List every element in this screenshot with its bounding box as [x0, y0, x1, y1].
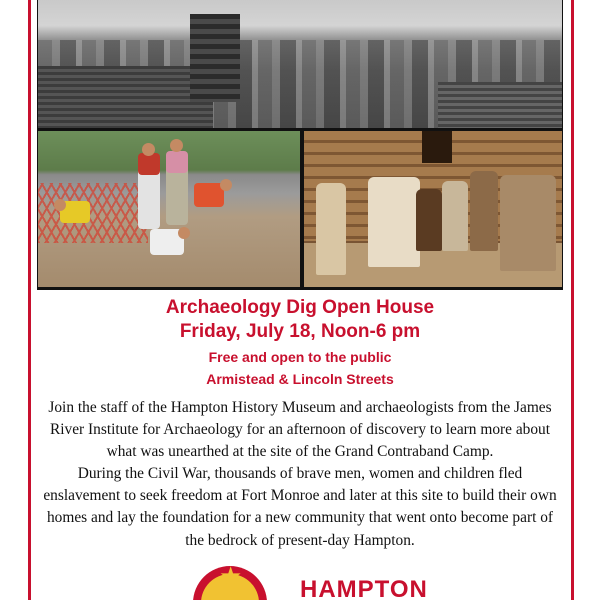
foreground-roof: [38, 66, 213, 128]
person-crouching-white-head: [178, 227, 190, 239]
emblem-star: ★: [219, 566, 243, 592]
description-paragraph-1: Join the staff of the Hampton History Museum and archaeologists from the James River Institute for Archaeology for an afternoon of discovery to learn more about what was unearthed at the site of the Grand Contraband Camp.: [48, 399, 552, 461]
person-standing-1-shirt: [138, 153, 160, 175]
seated-man-figure: [316, 183, 346, 275]
person-kneeling-orange-head: [220, 179, 232, 191]
person-standing-1-head: [142, 143, 155, 156]
hampton-wordmark: HAMPTON: [300, 576, 428, 600]
woman-with-child-figure: [500, 175, 556, 271]
event-date: Friday, July 18, Noon-6 pm: [179, 321, 421, 342]
child-figure-2: [442, 181, 468, 251]
historic-aerial-photo: [38, 0, 562, 128]
cabin-doorway: [422, 131, 452, 163]
right-roof: [438, 82, 562, 128]
orange-safety-fence: [38, 183, 148, 243]
event-location: Armistead & Lincoln Streets: [206, 371, 394, 387]
standing-figure: [470, 171, 498, 251]
brick-chimney: [190, 14, 240, 102]
historic-family-photo: [304, 131, 562, 287]
event-admission: Free and open to the public: [208, 349, 392, 365]
seated-woman-figure: [368, 177, 420, 267]
archaeology-dig-photo: [38, 131, 300, 287]
person-kneeling-yellow-head: [54, 199, 66, 211]
person-standing-2-shirt: [166, 151, 188, 173]
event-title: Archaeology Dig Open House: [165, 297, 435, 318]
description-paragraph-2: During the Civil War, thousands of brave men, women and children fled enslavement to seek freedom at Fort Monroe and later at this site to build their own homes and lay the foundation for a new community that went onto become part of the bedrock of present-day Hampton.: [43, 465, 557, 549]
person-standing-2-head: [170, 139, 183, 152]
child-figure-1: [416, 189, 442, 251]
